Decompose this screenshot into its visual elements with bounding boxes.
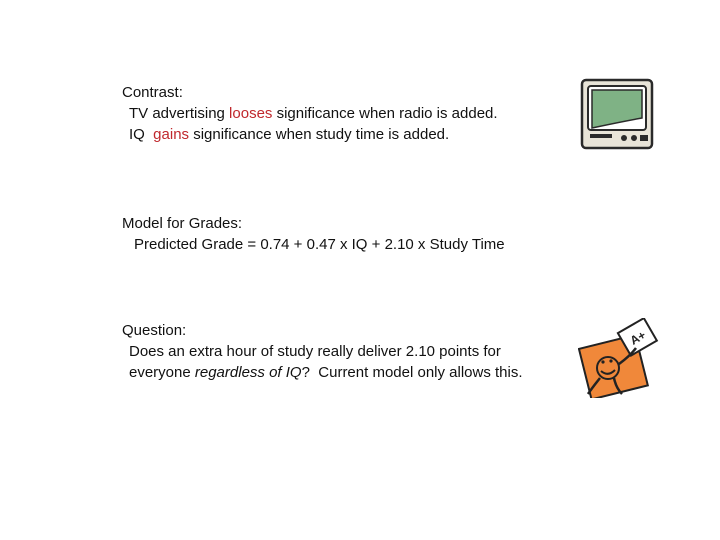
- tv-icon: [580, 78, 654, 150]
- question-section: [122, 320, 523, 383]
- contrast-line-iq-post: significance when study time is added.: [189, 126, 450, 143]
- question-line-1: Does an extra hour of study really deliver 2.10 points for: [129, 343, 501, 360]
- contrast-line-tv: [122, 103, 498, 124]
- contrast-line-tv-pre: TV advertising: [129, 105, 230, 122]
- question-line-2: [122, 362, 523, 383]
- question-italic-phrase: regardless of IQ: [194, 364, 302, 381]
- model-heading: Model for Grades:: [122, 215, 243, 232]
- contrast-line-iq-pre: IQ: [129, 126, 154, 143]
- question-heading: Question:: [122, 322, 187, 339]
- contrast-section: [122, 82, 498, 145]
- contrast-line-iq: [122, 124, 498, 145]
- student-with-a-plus-paper-icon: [578, 318, 668, 398]
- question-line-2-post: ? Current model only allows this.: [301, 364, 523, 381]
- question-line-2-pre: everyone: [129, 364, 195, 381]
- highlight-looses: looses: [229, 105, 273, 122]
- contrast-line-tv-post: significance when radio is added.: [272, 105, 498, 122]
- model-equation: Predicted Grade = 0.74 + 0.47 x IQ + 2.10 x Study Time: [134, 236, 505, 253]
- highlight-gains: gains: [153, 126, 190, 143]
- paper-grade: A+: [627, 327, 649, 348]
- model-section: [122, 213, 505, 255]
- contrast-heading: Contrast:: [122, 84, 183, 101]
